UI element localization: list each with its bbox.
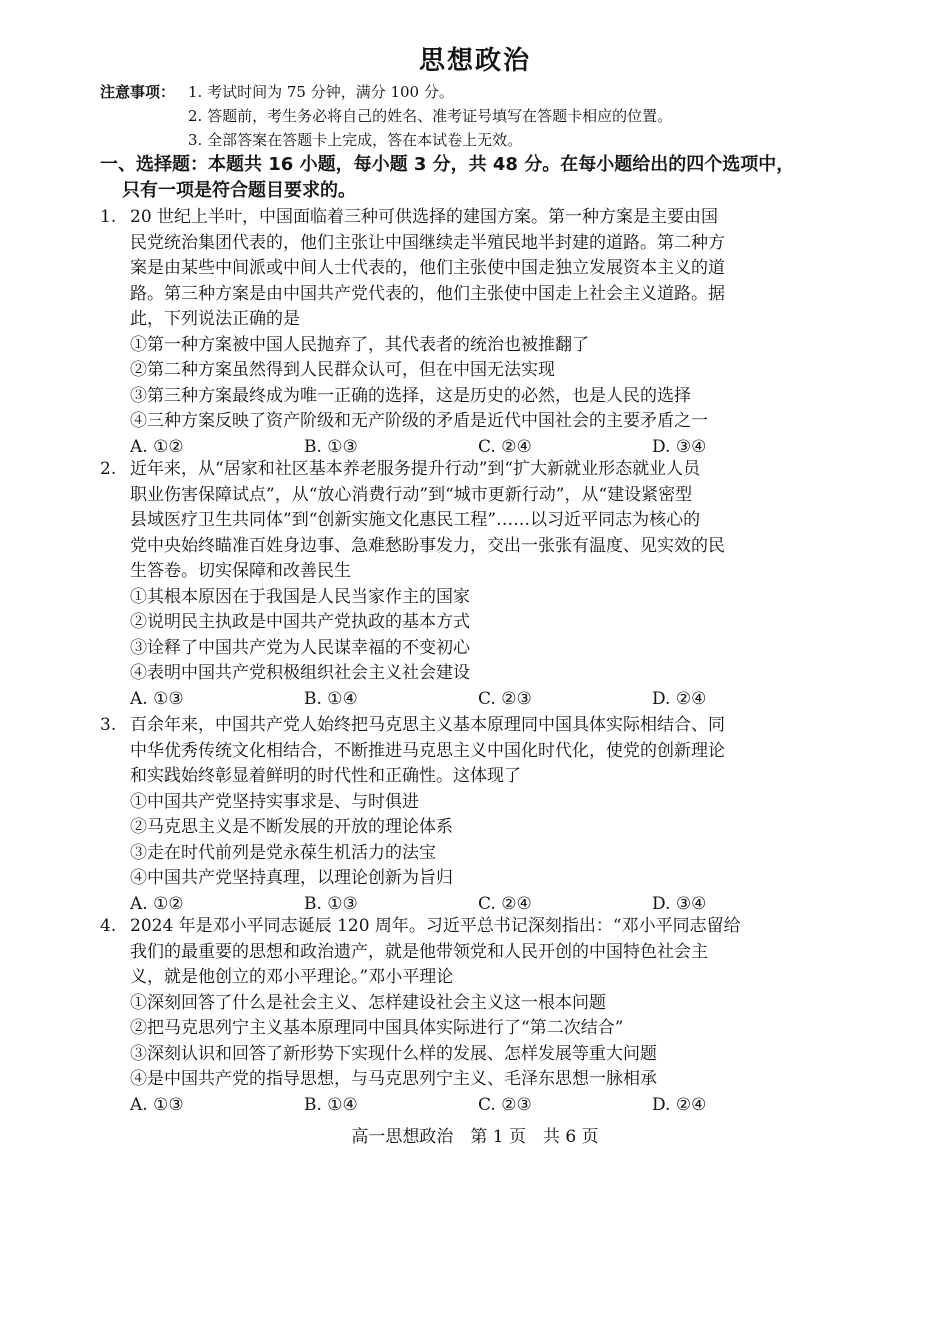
question-stem-line: 义，就是他创立的邓小平理论。”邓小平理论 [130,967,454,987]
question-stem-line [100,457,860,483]
choice-a: A. ①③ [130,688,184,709]
section-heading-line: 只有一项是符合题目要求的。 [122,180,356,201]
choice-c: C. ②③ [478,1094,532,1115]
choice-d: D. ③④ [652,893,707,914]
question-stem-line: 和实践始终彰显着鲜明的时代性和正确性。这体现了 [130,766,521,786]
question-stem-text: 近年来，从“居家和社区基本养老服务提升行动”到“扩大新就业形态就业人员 [130,459,701,479]
question-option: ④表明中国共产党积极组织社会主义社会建设 [130,663,470,683]
question-option: ③诠释了中国共产党为人民谋幸福的不变初心 [130,637,470,658]
choice-d: D. ②④ [652,688,707,709]
choice-c: C. ②③ [478,688,532,709]
section-heading-line: 一、选择题：本题共 16 小题，每小题 3 分，共 48 分。在每小题给出的四个选项中， [100,154,795,175]
question-stem-line: 此，下列说法正确的是 [130,309,300,329]
choice-c: C. ②④ [478,893,532,914]
question-number: 3. [100,715,117,735]
choice-d: D. ②④ [652,1094,707,1115]
notes-item: 1. 考试时间为 75 分钟，满分 100 分。 [188,83,454,101]
choice-d: D. ③④ [652,436,707,457]
question-option: ③走在时代前列是党永葆生机活力的法宝 [130,842,436,863]
question-option: ④中国共产党坚持真理，以理论创新为旨归 [130,868,453,888]
question-stem-line [100,713,860,739]
page-footer: 高一思想政治 第 1 页 共 6 页 [351,1127,599,1147]
page-title: 思想政治 [418,46,531,76]
question-option: ②把马克思列宁主义基本原理同中国具体实际进行了“第二次结合” [130,1018,624,1038]
question-stem-line [100,205,860,231]
choice-b: B. ①③ [304,436,358,457]
question-option: ④是中国共产党的指导思想，与马克思列宁主义、毛泽东思想一脉相承 [130,1069,657,1089]
question-number: 1. [100,207,117,227]
question-stem-text: 20 世纪上半叶，中国面临着三种可供选择的建国方案。第一种方案是主要由国 [130,207,719,227]
question-option: ③第三种方案最终成为唯一正确的选择，这是历史的必然，也是人民的选择 [130,385,691,406]
question-stem-line: 中华优秀传统文化相结合，不断推进马克思主义中国化时代化，使党的创新理论 [130,740,725,761]
question-stem-text: 百余年来，中国共产党人始终把马克思主义基本原理同中国具体实际相结合、同 [130,715,725,735]
question-stem-line: 党中央始终瞄准百姓身边事、急难愁盼事发力，交出一张张有温度、见实效的民 [130,535,725,556]
question-stem-line: 生答卷。切实保障和改善民生 [130,561,351,581]
question-option: ①第一种方案被中国人民抛弃了，其代表者的统治也被推翻了 [130,334,589,355]
choice-c: C. ②④ [478,436,532,457]
question-stem-line: 民党统治集团代表的，他们主张让中国继续走半殖民地半封建的道路。第二种方 [130,232,725,253]
notes-row [100,80,900,104]
question-stem-line: 职业伤害保障试点”，从“放心消费行动”到“城市更新行动”，从“建设紧密型 [130,484,693,505]
choice-b: B. ①④ [304,1094,358,1115]
question-stem-line: 我们的最重要的思想和政治遗产，就是他带领党和人民开创的中国特色社会主 [130,941,708,962]
question-option: ②第二种方案虽然得到人民群众认可，但在中国无法实现 [130,360,555,380]
question-stem-line [100,914,860,940]
notes-row [100,104,900,128]
question-option: ②马克思主义是不断发展的开放的理论体系 [130,817,453,837]
question-option: ④三种方案反映了资产阶级和无产阶级的矛盾是近代中国社会的主要矛盾之一 [130,411,708,431]
notes-item: 2. 答题前，考生务必将自己的姓名、准考证号填写在答题卡相应的位置。 [188,107,673,125]
question-option: ②说明民主执政是中国共产党执政的基本方式 [130,612,470,632]
question-option: ①深刻回答了什么是社会主义、怎样建设社会主义这一根本问题 [130,992,606,1013]
question-number: 4. [100,916,117,936]
question-stem-line: 县域医疗卫生共同体”到“创新实施文化惠民工程”……以习近平同志为核心的 [130,510,701,530]
question-stem-line: 案是由某些中间派或中间人士代表的，他们主张使中国走独立发展资本主义的道 [130,258,725,278]
question-option: ③深刻认识和回答了新形势下实现什么样的发展、怎样发展等重大问题 [130,1043,657,1064]
exam-notes [100,80,900,152]
answer-choices [100,1093,860,1119]
notes-item: 3. 全部答案在答题卡上完成，答在本试卷上无效。 [188,131,523,149]
question-3 [100,713,860,917]
notes-row [100,128,900,152]
question-number: 2. [100,459,117,479]
question-option: ①其根本原因在于我国是人民当家作主的国家 [130,586,470,607]
choice-a: A. ①② [130,893,184,914]
section-heading [100,152,860,204]
question-stem-line: 路。第三种方案是由中国共产党代表的，他们主张使中国走上社会主义道路。据 [130,283,725,304]
question-2 [100,457,860,712]
answer-choices [100,687,860,713]
choice-a: A. ①② [130,436,184,457]
choice-b: B. ①④ [304,688,358,709]
choice-b: B. ①③ [304,893,358,914]
question-1 [100,205,860,460]
choice-a: A. ①③ [130,1094,184,1115]
question-option: ①中国共产党坚持实事求是、与时俱进 [130,791,419,812]
question-stem-text: 2024 年是邓小平同志诞辰 120 周年。习近平总书记深刻指出：“邓小平同志留给 [130,916,741,936]
notes-label: 注意事项： [100,83,176,101]
question-4 [100,914,860,1118]
